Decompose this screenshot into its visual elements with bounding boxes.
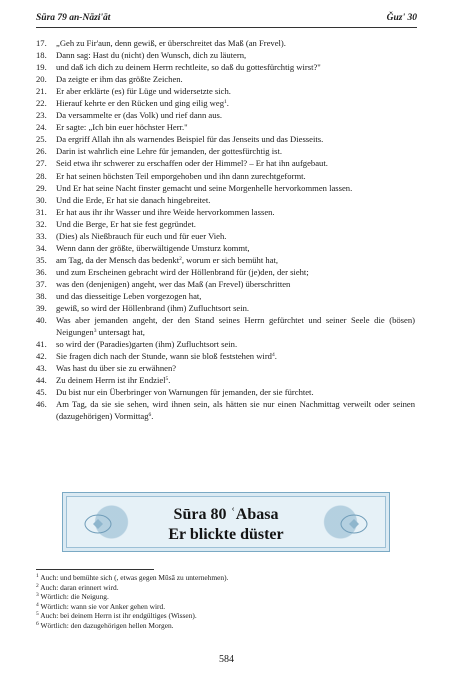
verse-row: [36, 206, 415, 218]
verse-number: 34.: [36, 242, 47, 253]
verse-number: 17.: [36, 38, 47, 48]
verse-number: 24.: [36, 122, 47, 133]
verse-number: 36.: [36, 266, 47, 277]
verse-row: [36, 230, 415, 242]
verse-row: [36, 109, 415, 121]
verse-text-main: Und die Berge, Er hat sie fest gegründet.: [56, 218, 196, 229]
verse-number: 38.: [36, 290, 47, 301]
footnote-marker: 5: [165, 376, 169, 383]
verse-row: [36, 266, 415, 278]
verse-row: [36, 314, 415, 338]
header-divider: [36, 27, 417, 28]
verse-row: [36, 218, 415, 230]
verse-row: [36, 242, 415, 254]
verse-number: 29.: [36, 182, 47, 193]
verse-number: 25.: [36, 134, 47, 145]
sura-title: Sūra 80 ʿAbasa: [173, 506, 279, 523]
footnote: [36, 621, 417, 631]
verse-text: [56, 218, 415, 230]
verse-text: [56, 145, 415, 157]
footnote-text: Wörtlich: die Neigung.: [40, 592, 109, 601]
verse-text-main: Zu deinem Herrn ist ihr Endziel: [56, 375, 166, 386]
footnote-number: 5: [36, 611, 39, 617]
verse-text: [56, 206, 415, 218]
verse-text-continuation: , worum er sich bemüht hat,: [181, 254, 279, 265]
verse-row: [36, 133, 415, 145]
verse-number: 37.: [36, 278, 47, 289]
verse-text-main: und das diesseitige Leben vorgezogen hat,: [56, 290, 202, 301]
verse-text: [56, 350, 415, 362]
verse-row: [36, 157, 415, 169]
footnote-text: Wörtlich: wann sie vor Anker gehen wird.: [40, 601, 166, 611]
verse-row: [36, 278, 415, 290]
verse-row: [36, 182, 415, 194]
page-number: 584: [219, 654, 234, 665]
verse-text-main: Dann sag: Hast du (nicht) den Wunsch, dich zu läutern,: [56, 50, 247, 61]
footnote: [36, 583, 417, 593]
verse-text: [56, 85, 415, 97]
verse-text-main: Er aber erklärte (es) für Lüge und widersetzte sich.: [56, 86, 231, 97]
verse-number: 42.: [36, 351, 47, 362]
footnote-marker: 2: [179, 255, 182, 262]
footnote: [36, 611, 417, 621]
footnote-text: Auch: daran erinnert wird.: [40, 582, 119, 592]
sura-banner: [62, 492, 390, 552]
footnote: [36, 592, 417, 602]
verse-text-main: Und die Erde, Er hat sie danach hingebreitet.: [56, 194, 211, 205]
verse-text: [56, 61, 415, 73]
verse-number: 44.: [36, 375, 47, 386]
footnote-list: [36, 573, 417, 630]
verse-number: 27.: [36, 158, 47, 169]
verse-row: [36, 73, 415, 85]
verse-text-main: Er hat seinen höchsten Teil emporgehoben und ihn dann zurechtgeformt.: [56, 170, 306, 181]
verse-row: [36, 170, 415, 182]
footnote-marker: 4: [271, 352, 275, 359]
verse-text: [56, 386, 415, 398]
verse-number: 31.: [36, 206, 47, 217]
footnote-text: Wörtlich: den dazugehörigen hellen Morgen.: [40, 620, 174, 630]
verse-text-continuation: untersagt hat,: [96, 327, 145, 338]
verse-row: [36, 97, 415, 109]
verse-text: [56, 302, 415, 314]
verse-text-continuation: .: [226, 98, 229, 109]
footnote-number: 1: [36, 573, 39, 579]
verse-text-main: Er sagte: „Ich bin euer höchster Herr.": [56, 122, 188, 133]
verse-text: [56, 254, 415, 266]
verse-text-main: Sie fragen dich nach der Stunde, wann sie bloß feststehen wird: [56, 351, 272, 362]
verse-number: 43.: [36, 363, 47, 374]
verse-row: [36, 290, 415, 302]
verse-text: [56, 374, 415, 386]
verse-text: [56, 121, 415, 133]
verse-row: [36, 85, 415, 97]
verse-row: [36, 398, 415, 422]
verse-text: [56, 230, 415, 242]
footnote-number: 2: [36, 582, 39, 589]
verse-row: [36, 362, 415, 374]
verse-number: 39.: [36, 303, 47, 314]
verse-number: 28.: [36, 170, 47, 181]
verse-text-continuation: .: [168, 375, 171, 386]
footnote-marker: 3: [93, 328, 97, 335]
header-juz-label: Ǧuz' 30: [386, 13, 417, 23]
verse-row: [36, 254, 415, 266]
verse-text: [56, 37, 415, 49]
verse-number: 30.: [36, 194, 47, 205]
verse-text-main: gewiß, so wird der Höllenbrand (ihm) Zufluchtsort sein.: [56, 303, 250, 314]
footnote-number: 4: [36, 601, 39, 608]
verse-row: [36, 338, 415, 350]
running-header: [36, 10, 417, 26]
verse-number: 40.: [36, 315, 47, 326]
verse-text-main: Was hast du über sie zu erwähnen?: [56, 363, 177, 374]
verse-text-main: Was aber jemanden angeht, der den Stand seines Herrn gefürchtet und seiner Seele die (bösen) Neigungen: [56, 315, 415, 338]
verse-text: [56, 73, 415, 85]
verse-number: 23.: [36, 110, 47, 121]
verse-text-main: Und Er hat seine Nacht finster gemacht und seine Morgenhelle hervorkommen lassen.: [56, 182, 353, 193]
verse-number: 26.: [36, 146, 47, 157]
verse-text: [56, 182, 415, 194]
verse-row: [36, 374, 415, 386]
verse-row: [36, 194, 415, 206]
verse-text: [56, 242, 415, 254]
footnote-number: 6: [36, 620, 39, 627]
verse-text-main: Da ergriff Allah ihn als warnendes Beispiel für das Jenseits und das Diesseits.: [56, 134, 324, 145]
footnote: [36, 573, 417, 583]
verse-text: [56, 278, 415, 290]
verse-row: [36, 61, 415, 73]
verse-row: [36, 49, 415, 61]
footnote-number: 3: [36, 592, 39, 598]
verse-number: 20.: [36, 74, 47, 85]
verse-list: [36, 37, 415, 423]
sura-heading: [67, 505, 385, 545]
verse-number: 45.: [36, 387, 47, 398]
verse-number: 32.: [36, 218, 47, 229]
verse-text-main: und zum Erscheinen gebracht wird der Höllenbrand für (je)den, der sieht;: [56, 266, 309, 277]
verse-text-main: Seid etwa ihr schwerer zu erschaffen oder der Himmel? – Er hat ihn aufgebaut.: [56, 158, 328, 169]
verse-number: 33.: [36, 230, 47, 241]
verse-text: [56, 266, 415, 278]
verse-row: [36, 386, 415, 398]
verse-number: 41.: [36, 339, 47, 350]
verse-text: [56, 133, 415, 145]
verse-text: [56, 194, 415, 206]
verse-text-continuation: .: [151, 411, 154, 422]
banner-inner-frame: [66, 496, 386, 548]
verse-text: [56, 398, 415, 422]
verse-number: 21.: [36, 86, 47, 97]
verse-text: [56, 157, 415, 169]
verse-text-main: Am Tag, da sie sie sehen, wird ihnen sein, als hätten sie nur einen Nachmittag verweilt oder seinen (dazugehörigen) Vormittag: [56, 399, 415, 422]
footnote-divider: [36, 569, 154, 570]
verse-text-main: „Geh zu Fir'aun, denn gewiß, er überschreitet das Maß (an Frevel).: [56, 38, 286, 48]
verse-text-main: (Dies) als Nießbrauch für euch und für euer Vieh.: [56, 230, 227, 241]
verse-text-main: und daß ich dich zu deinem Herrn rechtleite, so daß du gottesfürchtig wirst?": [56, 62, 321, 73]
verse-text-main: was den (denjenigen) angeht, wer das Maß (an Frevel) überschritten: [56, 278, 291, 289]
verse-number: 18.: [36, 50, 47, 61]
verse-text-main: am Tag, da der Mensch das bedenkt: [56, 254, 180, 265]
verse-number: 19.: [36, 62, 47, 73]
verse-text: [56, 97, 415, 109]
verse-row: [36, 302, 415, 314]
verse-text: [56, 314, 415, 338]
footnote-text: Auch: bei deinem Herrn ist ihr endgültiges (Wissen).: [40, 611, 197, 620]
verse-text-main: Wenn dann der größte, überwältigende Umsturz kommt,: [56, 242, 250, 253]
footnote-text: Auch: und bemühte sich (, etwas gegen Mūsā zu unternehmen).: [40, 573, 229, 582]
header-sura-title: Sūra 79 an-Nāzi'āt: [36, 13, 111, 23]
footnote: [36, 602, 417, 612]
verse-text-main: Da versammelte er (das Volk) und rief dann aus.: [56, 110, 223, 121]
verse-text: [56, 338, 415, 350]
verse-row: [36, 145, 415, 157]
footnote-marker: 6: [148, 412, 152, 419]
verse-text-main: Du bist nur ein Überbringer von Warnungen für jemanden, der sie fürchtet.: [56, 387, 314, 398]
verse-text: [56, 290, 415, 302]
verse-text-main: Hierauf kehrte er den Rücken und ging eilig weg: [56, 98, 224, 109]
verse-row: [36, 350, 415, 362]
verse-number: 22.: [36, 98, 47, 109]
verse-text-main: Darin ist wahrlich eine Lehre für jemanden, der gottesfürchtig ist.: [56, 146, 282, 157]
sura-subtitle: Er blickte düster: [168, 526, 284, 543]
verse-text-main: Da zeigte er ihm das größte Zeichen.: [56, 74, 183, 85]
footnote-marker: 1: [224, 99, 227, 106]
verse-text-main: so wird der (Paradies)garten (ihm) Zufluchtsort sein.: [56, 339, 238, 350]
verse-text: [56, 49, 415, 61]
verse-text: [56, 109, 415, 121]
verse-text-continuation: .: [274, 351, 277, 362]
verse-text: [56, 170, 415, 182]
verse-row: [36, 121, 415, 133]
verse-text: [56, 362, 415, 374]
verse-number: 46.: [36, 399, 47, 410]
verse-text-main: Er hat aus ihr ihr Wasser und ihre Weide hervorkommen lassen.: [56, 206, 275, 217]
verse-number: 35.: [36, 254, 47, 265]
verse-row: [36, 37, 415, 49]
